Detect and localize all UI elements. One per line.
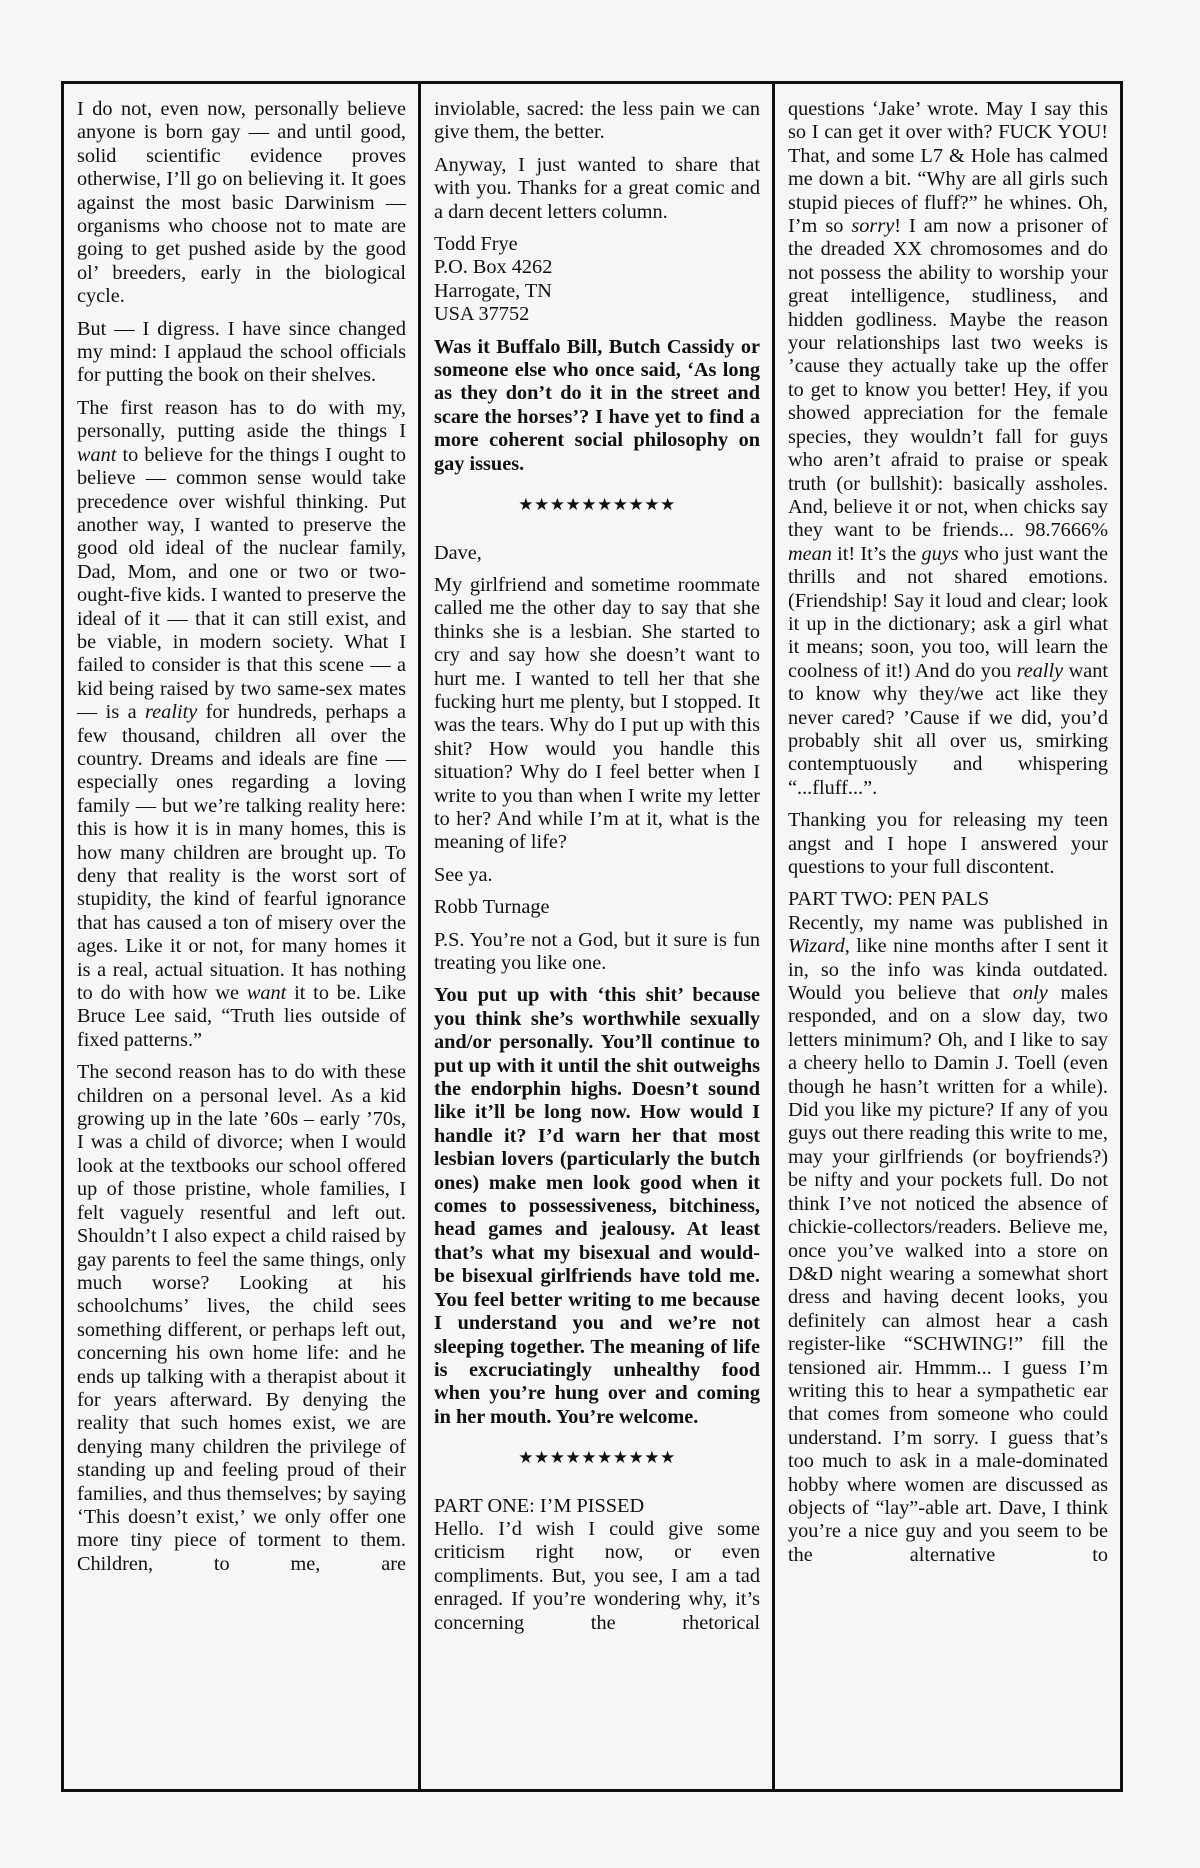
- text-run: want to know why they/we act like they never cared? ’Cause if we did, you’d probably shit all over us, smirking contemptuously and whispering “...fluff...”.: [788, 659, 1109, 799]
- text-run: P.S. You’re not a God, but it sure is fun treating you like one.: [434, 928, 760, 974]
- text-run: The first reason has to do with my, personally, putting aside the things I: [77, 396, 406, 443]
- paragraph: [77, 397, 406, 1052]
- paragraph: [788, 98, 1108, 800]
- section-heading: [434, 1495, 760, 1518]
- text-run: Thanking you for releasing my teen angst and I hope I answered your questions to your full discontent.: [788, 809, 1108, 878]
- letters-page-frame: [61, 81, 1123, 1792]
- paragraph: [77, 98, 406, 309]
- text-run: ! I am now a prisoner of the dreaded XX chromosomes and do not possess the ability to worship your great intelligence, studliness, and hidden godliness. Maybe the reason your relationships last two weeks is ’cause they actually take up the offer to get to know you better! Hey, if you showed appreciation for the female species, they wouldn’t fall for guys who aren’t afraid to praise or speak truth (or bullshit): basically assholes. And, believe it or not, when chicks say they want to be friends... 98.7666%: [788, 215, 1108, 542]
- paragraph: [788, 809, 1108, 879]
- italic-text: reality: [145, 701, 198, 724]
- star-divider: [434, 1447, 760, 1470]
- paragraph: [434, 542, 760, 565]
- text-run: questions ‘Jake’ wrote. May I say this so I can get it over with? FUCK YOU! That, and some L7 & Hole has calmed me down a bit. “Why are all girls such stupid pieces of fluff?” he whines. Oh, I’m so: [788, 98, 1108, 238]
- text-run: males responded, and on a slow day, two letters minimum? Oh, and I like to say a cheery hello to Damin J. Toell (even though he hasn’t written for a while). Did you like my picture? If any of you guys out there reading this write to me, may your girlfriends (or boyfriends?) be nifty and your pockets full. Do not think I’ve not noticed the absence of chickie-collectors/readers. Believe me, once you’ve walked into a store on D&D night wearing a somewhat short dress and having decent looks, you definitely can almost hear a cash register-like “SCHWING!” fill the tensioned air. Hmmm... I guess I’m writing this to hear a sympathetic ear that comes from someone who could understand. I’m sorry. I guess that’s too much to ask in a male-dominated hobby where women are discussed as objects of “lay”-able art. Dave, I think you’re a nice guy and you seem to be the alternative to: [788, 982, 1108, 1566]
- italic-text: want: [77, 443, 117, 466]
- italic-text: Wizard: [788, 935, 845, 958]
- text-run: Robb Turnage: [434, 896, 550, 919]
- text-run: Anyway, I just wanted to share that with you. Thanks for a great comic and a darn decent letters column.: [434, 153, 760, 223]
- mailing-address: [434, 233, 760, 327]
- text-run: to believe for the things I ought to believe — common sense would take precedence over wishful thinking. Put another way, I wanted to preserve the good old ideal of the nuclear family, Dad, Mom, and one or two or two-ought-five kids. I wanted to preserve the ideal of it — that it can still exist, and be viable, in modern society. What I failed to consider is that this scene — a kid being raised by two same-sex mates — is a: [77, 443, 406, 724]
- column-2: [421, 84, 775, 1789]
- editor-reply: [434, 984, 760, 1429]
- text-run: who just want the thrills and not shared emotions. (Friendship! Say it loud and clear; look it up in the dictionary; ask a girl what it means; soon, you too, will learn the coolness of it!) And do you: [788, 542, 1108, 682]
- italic-text: mean: [788, 542, 832, 565]
- paragraph: [434, 896, 760, 919]
- section-heading: [788, 888, 1108, 911]
- italic-text: really: [1016, 659, 1064, 682]
- italic-text: sorry: [851, 215, 895, 238]
- paragraph: [77, 1061, 406, 1576]
- address-line: Todd Frye: [434, 233, 518, 256]
- text-run: See ya.: [434, 863, 493, 886]
- text-run: ★★★★★★★★★★: [518, 1448, 676, 1469]
- text-run: The second reason has to do with these children on a personal level. As a kid growing up in the late ’60s – early ’70s, I was a child of divorce; when I would look at the textbooks our school offered up of those pristine, whole families, I felt vaguely resentful and left out. Shouldn’t I also expect a child raised by gay parents to feel the same things, only much worse? Looking at his schoolchums’ lives, the child sees something different, or perhaps left out, concerning his own home life: and he ends up talking with a therapist about it for years afterward. By denying the reality that such homes exist, we are denying many children the privilege of standing up and feeling proud of their families, and thus themselves; by saying ‘This doesn’t exist,’ we only offer one more tiny piece of torment to them. Children, to me, are: [77, 1061, 406, 1575]
- paragraph: [434, 929, 760, 976]
- paragraph: [434, 154, 760, 224]
- paragraph: [434, 864, 760, 887]
- paragraph: [434, 98, 760, 145]
- text-run: for hundreds, perhaps a few thousand, children all over the country. Dreams and ideals are fine — especially ones regarding a loving family — but we’re talking reality here: this is how it is in many homes, this is how many children are brought up. To deny that reality is the worst sort of stupidity, the kind of fearful ignorance that has caused a ton of misery over the ages. Like it or not, for many homes it is a real, actual situation. It has nothing to do with how we: [77, 701, 406, 1005]
- paragraph: [788, 912, 1108, 1567]
- italic-text: want: [246, 982, 287, 1005]
- paragraph: [434, 1518, 760, 1635]
- column-1: [64, 84, 421, 1789]
- text-run: inviolable, sacred: the less pain we can give them, the better.: [434, 98, 760, 144]
- text-run: PART TWO: PEN PALS: [788, 888, 990, 911]
- text-run: it to be. Like Bruce Lee said, “Truth lies outside of fixed patterns.”: [77, 982, 406, 1051]
- text-run: You put up with ‘this shit’ because you think she’s worthwhile sexually and/or personally. You’ll continue to put up with it until the shit outweighs the endorphin highs. Doesn’t sound like it’ll be long now. How would I handle it? I’d warn her that most lesbian lovers (particularly the butch ones) make men look good when it comes to possessiveness, bitchiness, head games and jealousy. At least that’s what my bisexual and would-be bisexual girlfriends have told me. You feel better writing to me because I understand you and we’re not sleeping together. The meaning of life is excruciatingly unhealthy food when you’re hung over and coming in her mouth. You’re welcome.: [434, 984, 760, 1428]
- paragraph: [77, 318, 406, 388]
- text-run: My girlfriend and sometime roommate called me the other day to say that she thinks she is a lesbian. She started to cry and say how she doesn’t want to hurt me. I wanted to tell her that she fucking hurt me plenty, but I stopped. It was the tears. Why do I put up with this shit? How would you handle this situation? Why do I feel better when I write to you than when I write my letter to her? And while I’m at it, what is the meaning of life?: [434, 573, 760, 854]
- address-line: USA 37752: [434, 303, 530, 326]
- text-run: Was it Buffalo Bill, Butch Cassidy or someone else who once said, ‘As long as they don’t do it in the street and scare the horses’? I have yet to find a more coherent social philosophy on gay issues.: [434, 335, 760, 475]
- text-run: Recently, my name was published in: [788, 911, 1108, 934]
- address-line: Harrogate, TN: [434, 279, 552, 302]
- column-3: [775, 84, 1120, 1789]
- address-line: P.O. Box 4262: [434, 256, 553, 279]
- paragraph: [434, 574, 760, 855]
- text-run: Dave,: [434, 541, 482, 564]
- text-run: But — I digress. I have since changed my mind: I applaud the school officials for putting the book on their shelves.: [77, 317, 406, 387]
- text-run: , like nine months after I sent it in, so the info was kinda outdated. Would you believe that: [788, 935, 1108, 1005]
- text-run: it! It’s the: [831, 542, 922, 565]
- text-run: PART ONE: I’M PISSED: [434, 1494, 645, 1517]
- text-run: I do not, even now, personally believe anyone is born gay — and until good, solid scientific evidence proves otherwise, I’ll go on believing it. It goes against the most basic Darwinism — organisms who choose not to mate are going to get pushed aside by the good ol’ breeders, early in the biological cycle.: [77, 98, 406, 308]
- editor-reply: [434, 336, 760, 476]
- italic-text: only: [1012, 982, 1048, 1005]
- italic-text: guys: [921, 542, 959, 565]
- star-divider: [434, 494, 760, 517]
- text-run: ★★★★★★★★★★: [518, 495, 676, 516]
- text-run: Hello. I’d wish I could give some criticism right now, or even compliments. But, you see, I am a tad enraged. If you’re wondering why, it’s concerning the rhetorical: [434, 1517, 760, 1634]
